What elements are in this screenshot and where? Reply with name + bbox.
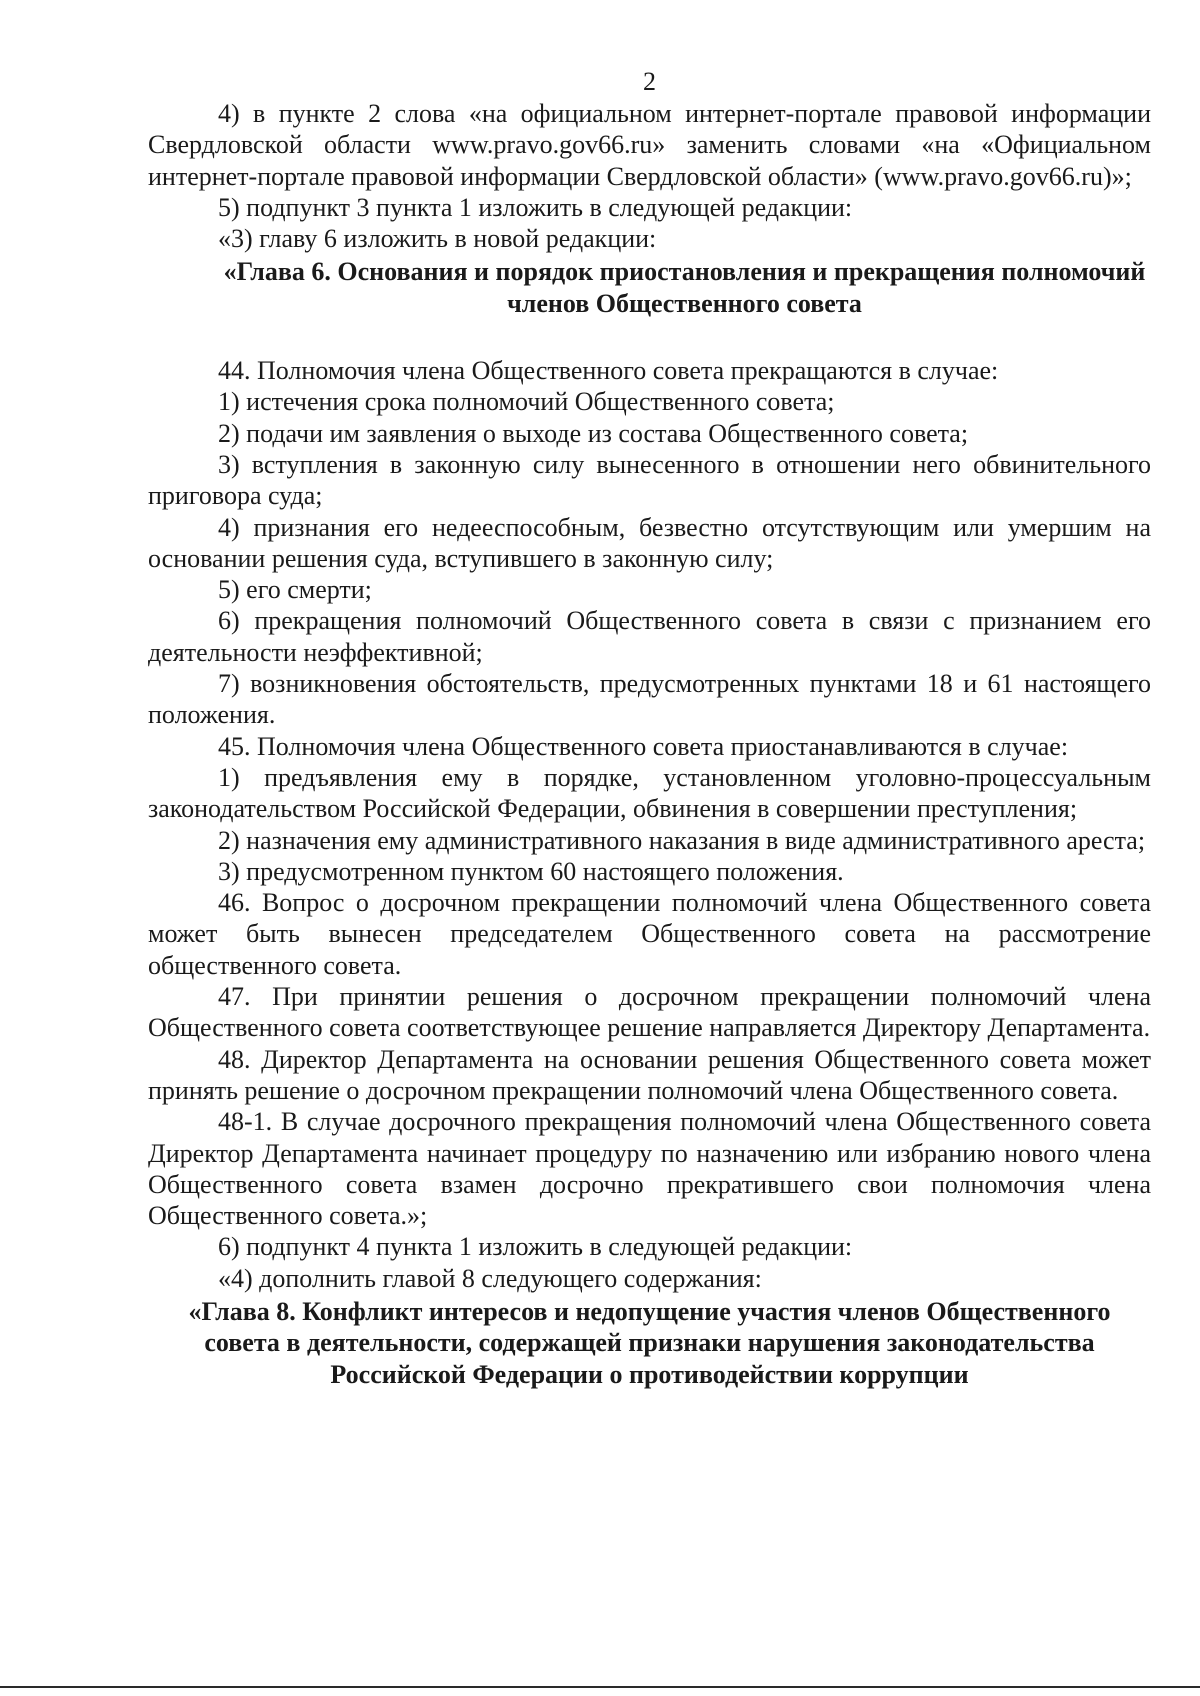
paragraph-47: 47. При принятии решения о досрочном прекращении полномочий члена Общественного совета соответствующее решение направляется Директору Департамента. (148, 982, 1151, 1043)
page-bottom-divider (0, 1686, 1200, 1688)
paragraph-45-2: 2) назначения ему административного наказания в виде административного ареста; (218, 825, 1146, 855)
spacer (148, 319, 1151, 355)
paragraph-chapter8-intro: «4) дополнить главой 8 следующего содержания: (218, 1263, 762, 1293)
paragraph-44-4: 4) признания его недееспособным, безвестно отсутствующим или умершим на основании решения суда, вступившего в законную силу; (148, 512, 1151, 573)
paragraph-item-4-portal: 4) в пункте 2 слова «на официальном интернет-портале правовой информации Свердловской области www.pravo.gov66.ru» заменить словами «на «Официальном интернет-портале правовой информации Свердловской области» (www.pravo.gov66.ru)»; (148, 99, 1151, 191)
paragraph-44: 44. Полномочия члена Общественного совета прекращаются в случае: (218, 356, 999, 386)
chapter-8-heading: «Глава 8. Конфликт интересов и недопущение участия членов Общественного совета в деятельности, содержащей признаки нарушения законодательства Российской Федерации о противодействии коррупции (188, 1296, 1111, 1389)
page-number: 2 (643, 67, 656, 96)
paragraph-44-1: 1) истечения срока полномочий Общественного совета; (218, 387, 835, 417)
paragraph-chapter6-intro: «3) главу 6 изложить в новой редакции: (218, 224, 657, 254)
paragraph-48: 48. Директор Департамента на основании решения Общественного совета может принять решение о досрочном прекращении полномочий члена Общественного совета. (148, 1044, 1151, 1105)
paragraph-45: 45. Полномочия члена Общественного совета приостанавливаются в случае: (218, 731, 1069, 761)
paragraph-46: 46. Вопрос о досрочном прекращении полномочий члена Общественного совета может быть вынесен председателем Общественного совета на рассмотрение общественного совета. (148, 888, 1151, 980)
paragraph-item-6: 6) подпункт 4 пункта 1 изложить в следующей редакции: (218, 1232, 853, 1262)
paragraph-44-5: 5) его смерти; (218, 575, 372, 605)
paragraph-44-2: 2) подачи им заявления о выходе из состава Общественного совета; (218, 418, 969, 448)
chapter-6-heading: «Глава 6. Основания и порядок приостановления и прекращения полномочий членов Общественного совета (223, 257, 1146, 318)
paragraph-48-1: 48-1. В случае досрочного прекращения полномочий члена Общественного совета Директор Департамента начинает процедуру по назначению или избранию нового члена Общественного совета взамен досрочно прекратившего свои полномочия члена Общественного совета.»; (148, 1107, 1151, 1231)
paragraph-44-6: 6) прекращения полномочий Общественного совета в связи с признанием его деятельности неэффективной; (148, 606, 1151, 667)
paragraph-item-5: 5) подпункт 3 пункта 1 изложить в следующей редакции: (218, 192, 853, 222)
paragraph-45-3: 3) предусмотренном пунктом 60 настоящего положения. (218, 856, 844, 886)
paragraph-44-7: 7) возникновения обстоятельств, предусмотренных пунктами 18 и 61 настоящего положения. (148, 669, 1151, 730)
paragraph-44-3: 3) вступления в законную силу вынесенного в отношении него обвинительного приговора суда; (148, 449, 1151, 511)
document-page (148, 66, 1151, 1390)
paragraph-45-1: 1) предъявления ему в порядке, установленном уголовно-процессуальным законодательством Российской Федерации, обвинения в совершении преступления; (148, 762, 1151, 824)
